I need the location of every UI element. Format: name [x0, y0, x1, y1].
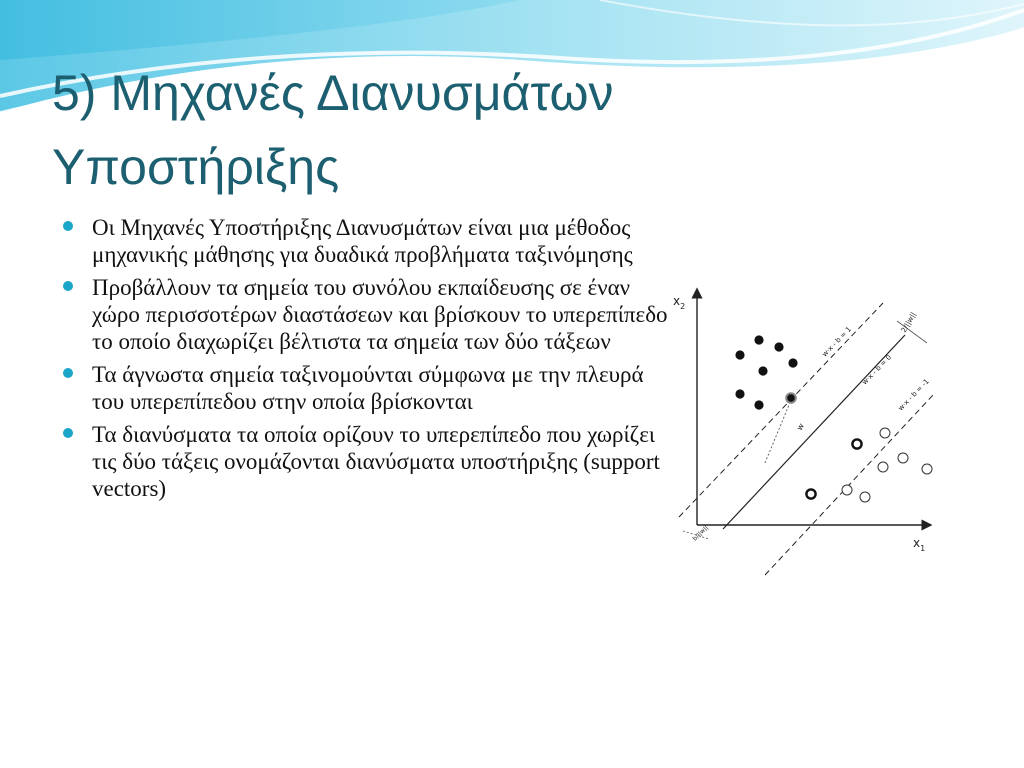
margin-width-label: 2/||w||	[899, 310, 918, 334]
class-a-support-vector	[786, 393, 796, 403]
slide-title	[52, 56, 772, 204]
class-a-point	[758, 366, 767, 375]
bullet-item	[62, 274, 672, 355]
bullet-dot-icon	[63, 221, 73, 231]
bullet-text: Οι Μηχανές Υποστήριξης Διανυσμάτων είναι μια μέθοδος μηχανικής μάθησης για δυαδικά προβλήματα ταξινόμησης	[92, 215, 633, 267]
hyperplane-label: w·x - b = 0	[860, 353, 894, 387]
class-a-point	[735, 350, 744, 359]
class-a-point	[774, 342, 783, 351]
class-b-point	[860, 492, 870, 502]
upper-margin-line	[679, 303, 883, 517]
class-a-point	[788, 358, 797, 367]
bullet-list	[62, 214, 672, 508]
upper-margin-label: w·x - b = 1	[820, 325, 854, 359]
class-b-support-vector	[852, 439, 861, 448]
bullet-item	[62, 214, 672, 268]
x-axis-label: $x_1$	[913, 536, 926, 553]
bullet-item	[62, 421, 672, 502]
class-b-point	[842, 485, 852, 495]
slide-title-line-1: 5) Μηχανές Διανυσμάτων	[52, 65, 614, 121]
class-a-point	[754, 400, 763, 409]
class-b-point	[898, 453, 908, 463]
bullet-text: Προβάλλουν τα σημεία του συνόλου εκπαίδευσης σε έναν χώρο περισσοτέρων διαστάσεων και βρίσκουν το υπερεπίπεδο το οποίο διαχωρίζει βέλτιστα τα σημεία των δύο τάξεων	[92, 275, 668, 354]
bullet-text: Τα διανύσματα τα οποία ορίζουν το υπερεπίπεδο που χωρίζει τις δύο τάξεις ονομάζονται διανύσματα υποστήριξης (support vectors)	[92, 422, 660, 501]
class-b-point	[922, 464, 932, 474]
bullet-dot-icon	[63, 428, 73, 438]
b-offset-label: b/||w||	[691, 524, 710, 543]
lower-margin-label: w·x - b = -1	[896, 377, 931, 413]
class-b-point	[880, 428, 890, 438]
class-b-support-vector	[806, 489, 815, 498]
w-label: w	[794, 421, 807, 432]
bullet-dot-icon	[63, 368, 73, 378]
svm-diagram	[665, 285, 945, 585]
bullet-text: Τα άγνωστα σημεία ταξινομούνται σύμφωνα με την πλευρά του υπερεπίπεδου στην οποία βρίσκονται	[92, 362, 644, 414]
slide-title-line-2: Υποστήριξης	[52, 139, 340, 195]
class-a-point	[735, 389, 744, 398]
bullet-item	[62, 361, 672, 415]
class-a-point	[754, 335, 763, 344]
y-axis-label: $x_2$	[673, 294, 686, 311]
class-b-point	[878, 462, 888, 472]
bullet-dot-icon	[63, 281, 73, 291]
